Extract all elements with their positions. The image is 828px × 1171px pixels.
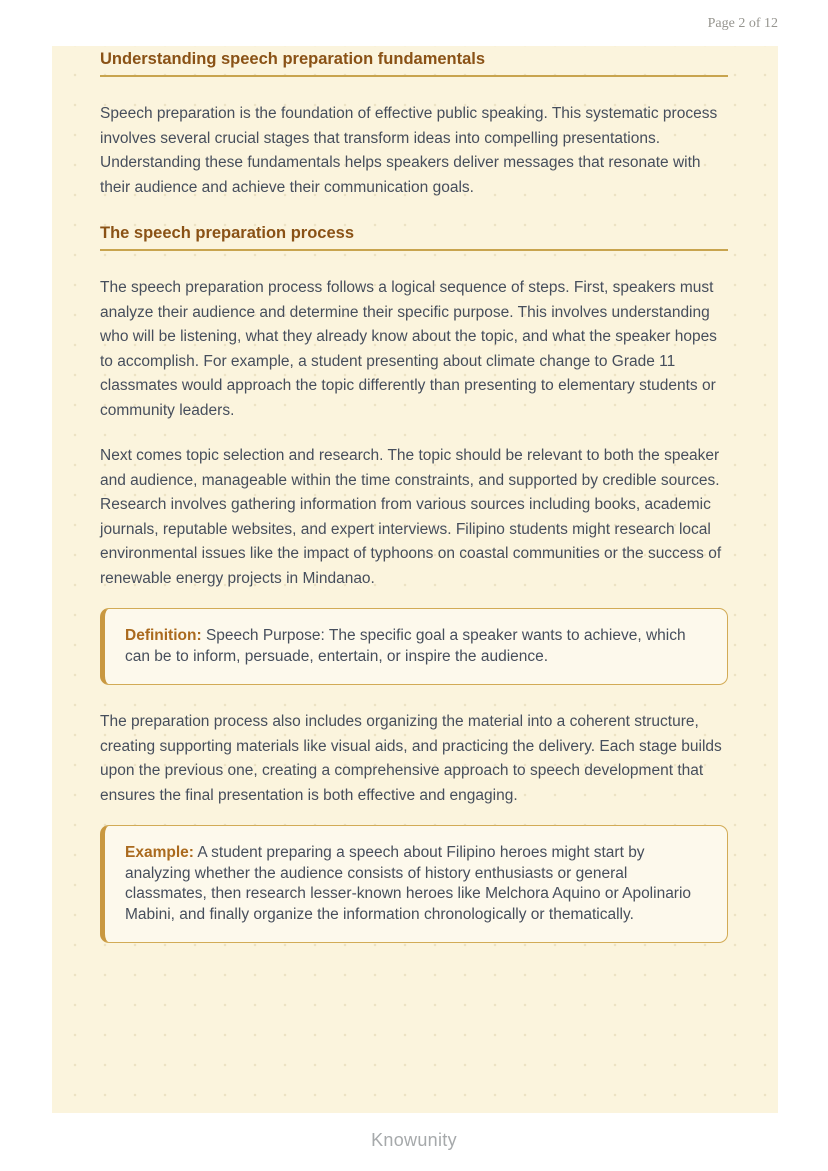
definition-box	[100, 608, 728, 685]
example-box	[100, 825, 728, 943]
example-label: Example:	[125, 844, 194, 861]
paragraph-organizing-material: The preparation process also includes organizing the material into a coherent structure, creating supporting materials like visual aids, and practicing the delivery. Each stage builds upon the previous one, creating a comprehensive approach to speech development that ensures the final presentation is both effective and engaging.	[100, 713, 722, 804]
paragraph-process-steps: The speech preparation process follows a logical sequence of steps. First, speakers must analyze their audience and determine their specific purpose. This involves understanding who will be listening, what they already know about the topic, and what the speaker hopes to accomplish. For example, a student presenting about climate change to Grade 11 classmates would approach the topic differently than presenting to elementary students or community leaders.	[100, 279, 717, 419]
example-body: A student preparing a speech about Filipino heroes might start by analyzing whether the audience consists of history enthusiasts or general classmates, then research lesser-known heroes like Melchora Aquino or Apolinario Mabini, and finally organize the information chronologically or thematically.	[125, 844, 692, 923]
section-heading-fundamentals: Understanding speech preparation fundamentals	[100, 48, 728, 77]
definition-text	[125, 626, 705, 667]
footer-brand: Knowunity	[371, 1130, 457, 1150]
section-heading-process: The speech preparation process	[100, 222, 728, 251]
paragraph-fundamentals-intro: Speech preparation is the foundation of effective public speaking. This systematic process involves several crucial stages that transform ideas into compelling presentations. Understanding these fundamentals helps speakers deliver messages that resonate with their audience and achieve their communication goals.	[100, 105, 718, 196]
content-sheet	[52, 46, 778, 1113]
page-number-indicator: Page 2 of 12	[707, 16, 778, 31]
paragraph-topic-research: Next comes topic selection and research. The topic should be relevant to both the speaker and audience, manageable within the time constraints, and supported by credible sources. Research involves gathering information from various sources including books, academic journals, reputable websites, and expert interviews. Filipino students might research local environmental issues like the impact of typhoons on coastal communities or the success of renewable energy projects in Mindanao.	[100, 447, 722, 587]
definition-label: Definition:	[125, 627, 202, 644]
example-text	[125, 843, 705, 925]
definition-body: Speech Purpose: The specific goal a speaker wants to achieve, which can be to inform, persuade, entertain, or inspire the audience.	[125, 627, 686, 665]
